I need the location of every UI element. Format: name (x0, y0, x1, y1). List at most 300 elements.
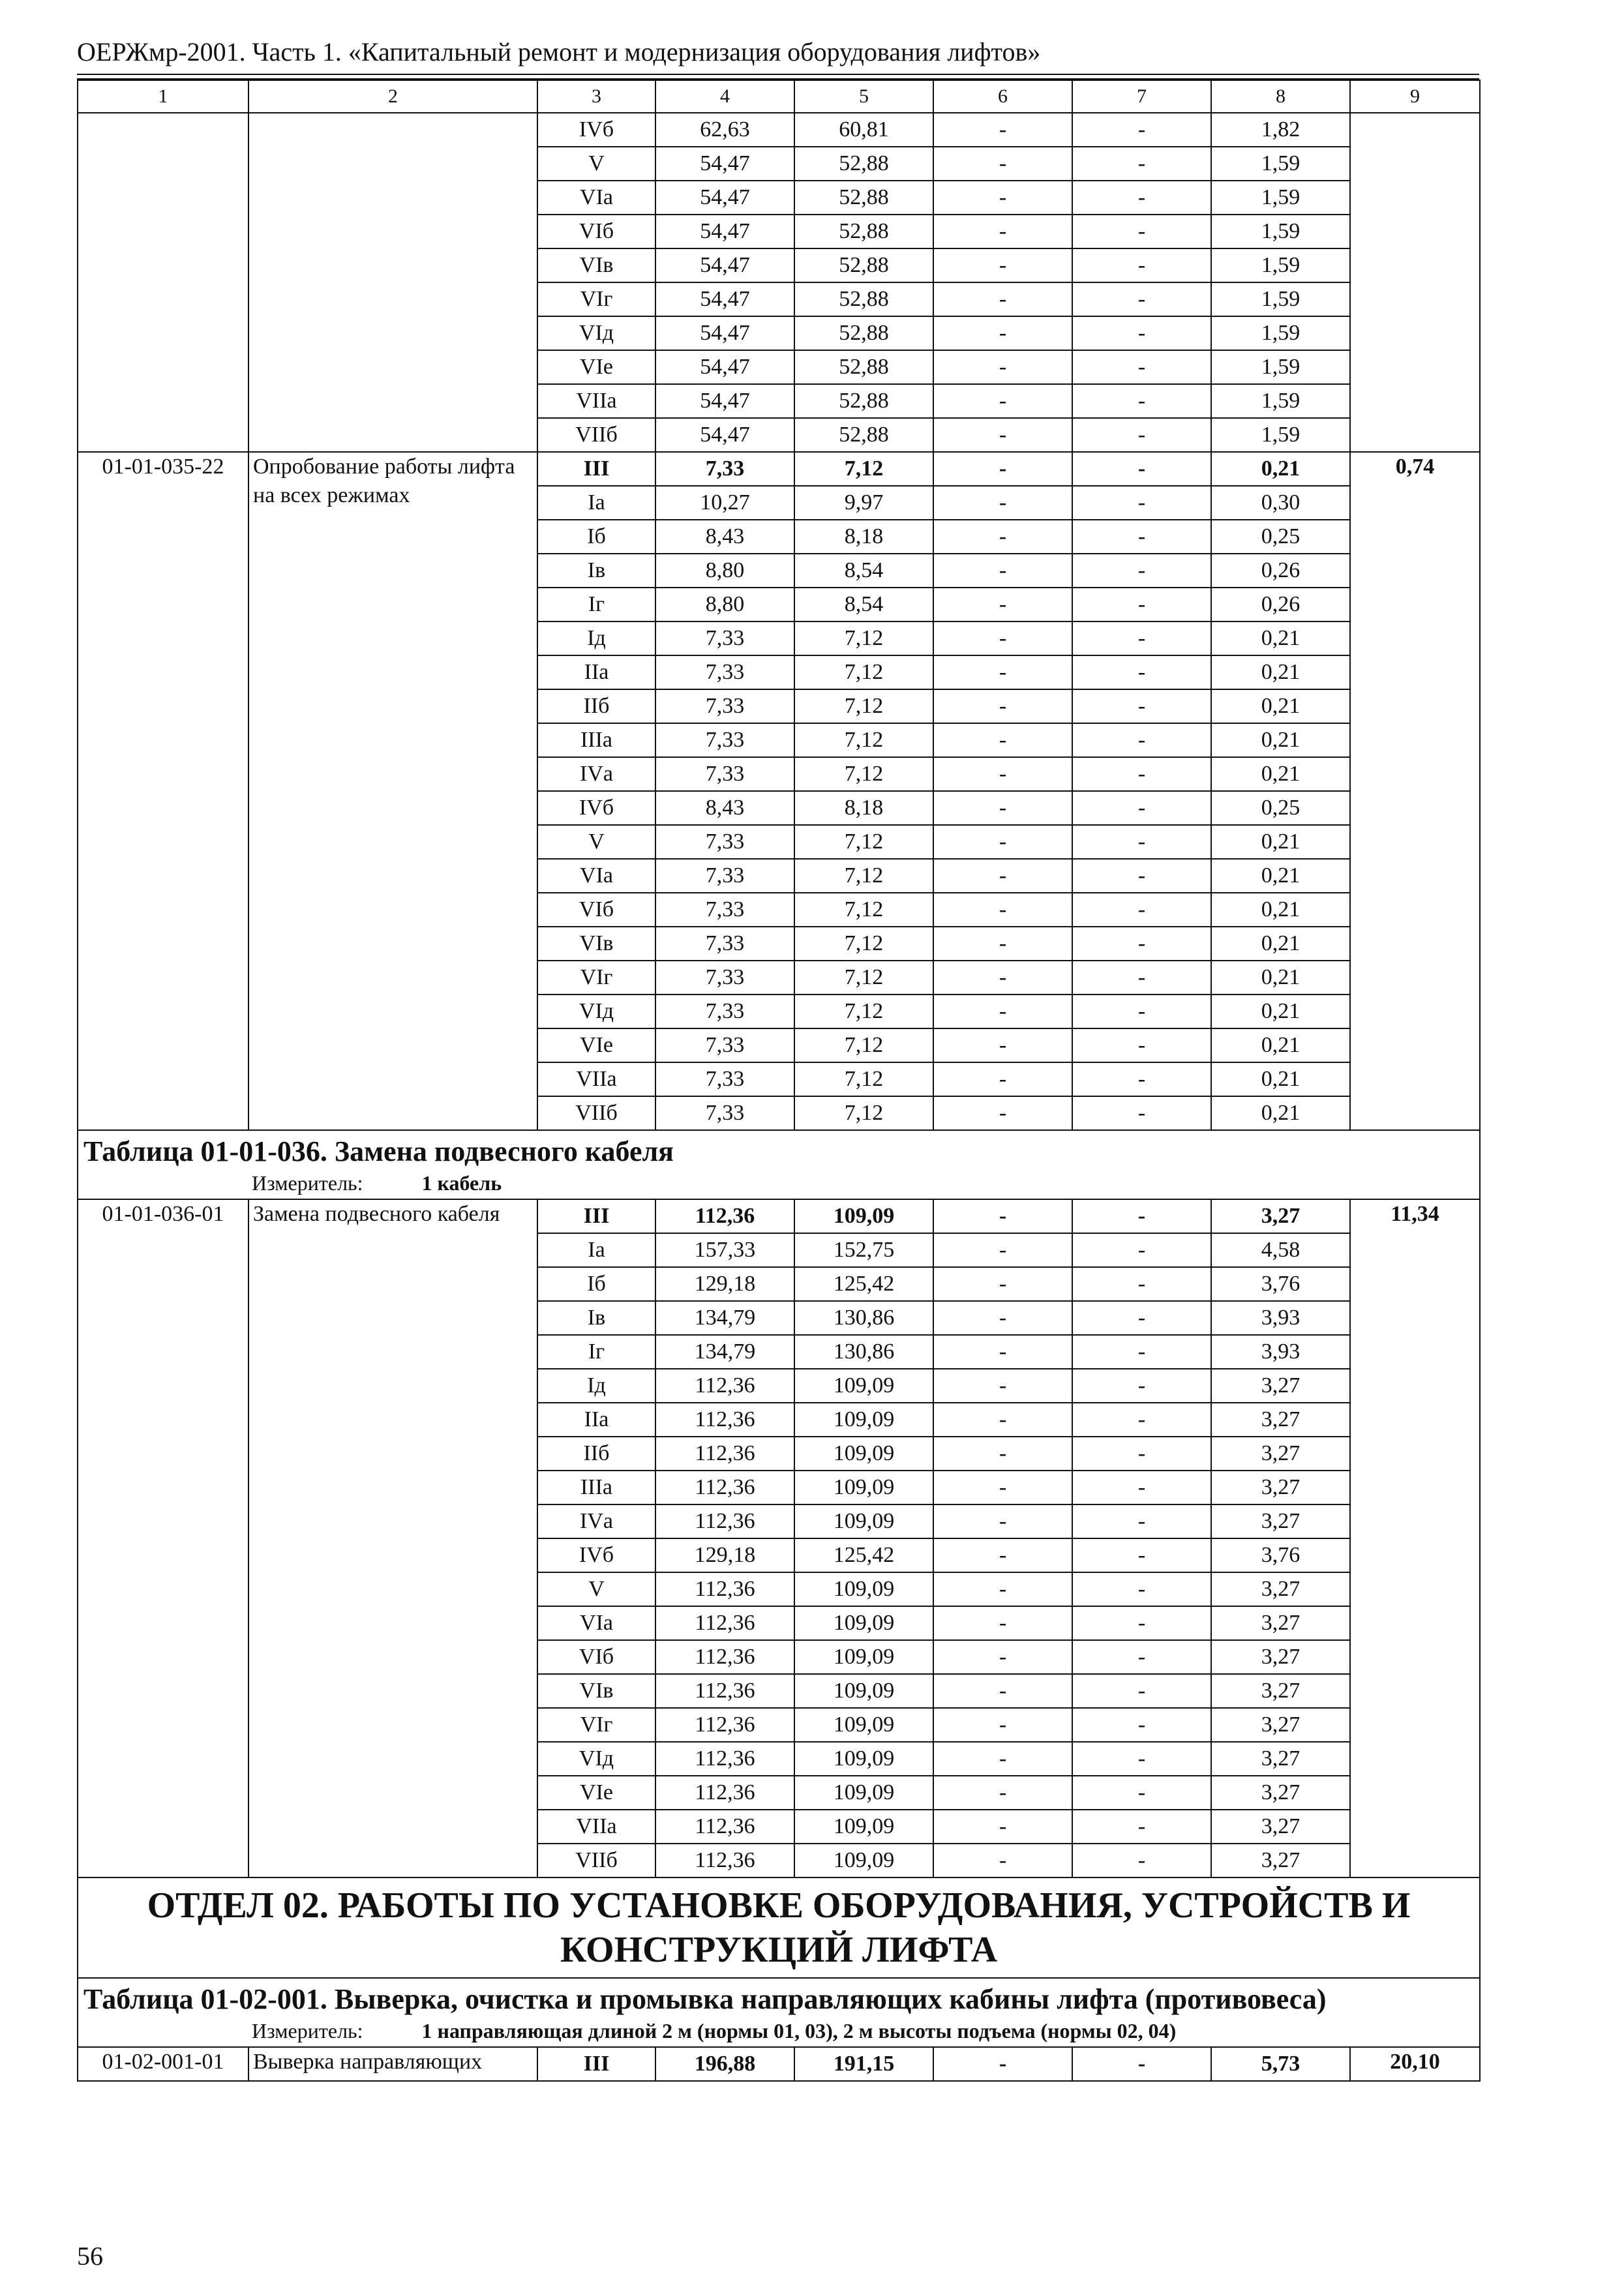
machinist-wages: - (1072, 282, 1211, 316)
labor-wages: 109,09 (794, 1471, 933, 1504)
materials: 1,59 (1211, 316, 1350, 350)
measure-value: 1 направляющая длиной 2 м (нормы 01, 03), 2 м высоты подъема (нормы 02, 04) (421, 2019, 1177, 2042)
materials: 1,82 (1211, 113, 1350, 147)
region-zone: Iб (537, 1267, 655, 1301)
direct-costs: 129,18 (655, 1538, 794, 1572)
materials: 0,21 (1211, 723, 1350, 757)
region-zone: VIг (537, 961, 655, 995)
materials: 5,73 (1211, 2047, 1350, 2081)
machine-operation: - (933, 1640, 1072, 1674)
labor-wages: 7,12 (794, 1062, 933, 1096)
machinist-wages: - (1072, 1062, 1211, 1096)
direct-costs: 129,18 (655, 1267, 794, 1301)
rate-name: Выверка направляющих (248, 2047, 537, 2081)
region-zone: IIб (537, 1437, 655, 1471)
materials: 0,21 (1211, 1062, 1350, 1096)
materials: 3,76 (1211, 1538, 1350, 1572)
machine-operation: - (933, 791, 1072, 825)
machinist-wages: - (1072, 1810, 1211, 1844)
machinist-wages: - (1072, 2047, 1211, 2081)
machine-operation: - (933, 1199, 1072, 1233)
machine-operation: - (933, 859, 1072, 893)
measure-value: 1 кабель (421, 1171, 502, 1195)
machinist-wages: - (1072, 1267, 1211, 1301)
labor-wages: 109,09 (794, 1742, 933, 1776)
materials: 0,21 (1211, 859, 1350, 893)
column-number: 7 (1072, 80, 1211, 113)
machine-operation: - (933, 113, 1072, 147)
machine-operation: - (933, 147, 1072, 181)
machine-operation: - (933, 1437, 1072, 1471)
labor-wages: 109,09 (794, 1199, 933, 1233)
region-zone: VIе (537, 1776, 655, 1810)
machinist-wages: - (1072, 893, 1211, 927)
column-number-row (78, 80, 1480, 113)
machine-operation: - (933, 1606, 1072, 1640)
materials: 3,27 (1211, 1776, 1350, 1810)
machine-operation: - (933, 1233, 1072, 1267)
machinist-wages: - (1072, 859, 1211, 893)
labor-wages: 7,12 (794, 961, 933, 995)
region-zone: VIд (537, 316, 655, 350)
labor-wages: 7,12 (794, 655, 933, 689)
rate-code (78, 113, 248, 452)
region-zone: VIе (537, 1028, 655, 1062)
direct-costs: 134,79 (655, 1301, 794, 1335)
machinist-wages: - (1072, 1233, 1211, 1267)
materials: 0,26 (1211, 588, 1350, 621)
column-number: 3 (537, 80, 655, 113)
materials: 0,21 (1211, 689, 1350, 723)
machinist-wages: - (1072, 147, 1211, 181)
machine-operation: - (933, 689, 1072, 723)
labor-wages: 109,09 (794, 1776, 933, 1810)
region-zone: IVа (537, 757, 655, 791)
machinist-wages: - (1072, 1606, 1211, 1640)
machine-operation: - (933, 1776, 1072, 1810)
direct-costs: 157,33 (655, 1233, 794, 1267)
rates-table-body (78, 80, 1480, 2081)
materials: 1,59 (1211, 181, 1350, 215)
machine-operation: - (933, 520, 1072, 554)
machine-operation: - (933, 418, 1072, 452)
materials: 0,25 (1211, 520, 1350, 554)
region-zone: VIа (537, 859, 655, 893)
direct-costs: 196,88 (655, 2047, 794, 2081)
direct-costs: 7,33 (655, 689, 794, 723)
machinist-wages: - (1072, 520, 1211, 554)
direct-costs: 7,33 (655, 655, 794, 689)
labor-wages: 7,12 (794, 859, 933, 893)
materials: 3,27 (1211, 1640, 1350, 1674)
region-zone: IIа (537, 655, 655, 689)
materials: 0,21 (1211, 825, 1350, 859)
machinist-wages: - (1072, 825, 1211, 859)
machinist-wages: - (1072, 791, 1211, 825)
direct-costs: 10,27 (655, 486, 794, 520)
machine-operation: - (933, 1708, 1072, 1742)
page-number: 56 (77, 2241, 103, 2271)
machine-operation: - (933, 181, 1072, 215)
rate-name (248, 113, 537, 452)
machine-operation: - (933, 282, 1072, 316)
labor-wages: 109,09 (794, 1810, 933, 1844)
region-zone: Iд (537, 1369, 655, 1403)
direct-costs: 112,36 (655, 1403, 794, 1437)
direct-costs: 112,36 (655, 1369, 794, 1403)
machine-operation: - (933, 554, 1072, 588)
direct-costs: 7,33 (655, 757, 794, 791)
region-zone: Iд (537, 621, 655, 655)
machinist-wages: - (1072, 1096, 1211, 1130)
machine-operation: - (933, 384, 1072, 418)
direct-costs: 8,80 (655, 588, 794, 621)
machine-operation: - (933, 588, 1072, 621)
machinist-wages: - (1072, 248, 1211, 282)
direct-costs: 7,33 (655, 452, 794, 486)
machine-operation: - (933, 995, 1072, 1028)
region-zone: IVб (537, 1538, 655, 1572)
materials: 0,21 (1211, 1096, 1350, 1130)
machine-operation: - (933, 486, 1072, 520)
machine-operation: - (933, 655, 1072, 689)
direct-costs: 112,36 (655, 1640, 794, 1674)
column-number: 1 (78, 80, 248, 113)
labor-wages: 7,12 (794, 927, 933, 961)
machine-operation: - (933, 723, 1072, 757)
materials: 0,21 (1211, 621, 1350, 655)
labor-wages: 130,86 (794, 1335, 933, 1369)
labor-wages: 109,09 (794, 1674, 933, 1708)
machinist-wages: - (1072, 215, 1211, 248)
labor-wages: 7,12 (794, 621, 933, 655)
region-zone: IIа (537, 1403, 655, 1437)
region-zone: VIе (537, 350, 655, 384)
labor-wages: 109,09 (794, 1403, 933, 1437)
column-number: 4 (655, 80, 794, 113)
direct-costs: 112,36 (655, 1504, 794, 1538)
materials: 0,26 (1211, 554, 1350, 588)
region-zone: VIг (537, 282, 655, 316)
materials: 1,59 (1211, 215, 1350, 248)
table-title: Таблица 01-01-036. Замена подвесного кабеля (83, 1135, 674, 1167)
measure-label: Измеритель: (252, 2019, 363, 2042)
region-zone: III (537, 452, 655, 486)
machinist-wages: - (1072, 1742, 1211, 1776)
machine-operation: - (933, 2047, 1072, 2081)
machinist-wages: - (1072, 655, 1211, 689)
machine-operation: - (933, 1538, 1072, 1572)
region-zone: VIв (537, 927, 655, 961)
materials: 3,27 (1211, 1742, 1350, 1776)
labor-wages: 7,12 (794, 689, 933, 723)
materials: 3,27 (1211, 1199, 1350, 1233)
materials: 3,27 (1211, 1708, 1350, 1742)
labor-wages: 109,09 (794, 1708, 933, 1742)
machine-operation: - (933, 825, 1072, 859)
materials: 0,30 (1211, 486, 1350, 520)
labor-wages: 7,12 (794, 723, 933, 757)
machine-operation: - (933, 1335, 1072, 1369)
machinist-wages: - (1072, 452, 1211, 486)
region-zone: VIIа (537, 1810, 655, 1844)
labor-wages: 7,12 (794, 757, 933, 791)
direct-costs: 112,36 (655, 1572, 794, 1606)
machine-operation: - (933, 248, 1072, 282)
region-zone: V (537, 147, 655, 181)
region-zone: VIв (537, 1674, 655, 1708)
direct-costs: 7,33 (655, 859, 794, 893)
direct-costs: 112,36 (655, 1810, 794, 1844)
direct-costs: 7,33 (655, 995, 794, 1028)
direct-costs: 54,47 (655, 316, 794, 350)
labor-wages: 7,12 (794, 452, 933, 486)
machine-operation: - (933, 1062, 1072, 1096)
machine-operation: - (933, 1267, 1072, 1301)
rate-code: 01-02-001-01 (78, 2047, 248, 2081)
materials: 3,27 (1211, 1606, 1350, 1640)
materials: 1,59 (1211, 248, 1350, 282)
materials: 0,21 (1211, 1028, 1350, 1062)
rate-row (78, 1199, 1480, 1233)
measure-label: Измеритель: (252, 1171, 363, 1195)
machine-operation: - (933, 1810, 1072, 1844)
rate-row (78, 452, 1480, 486)
machine-operation: - (933, 961, 1072, 995)
labor-hours: 0,74 (1350, 452, 1480, 1130)
measure-line (83, 2018, 1474, 2044)
materials: 3,27 (1211, 1572, 1350, 1606)
machine-operation: - (933, 452, 1072, 486)
department-row (78, 1878, 1480, 1978)
machine-operation: - (933, 893, 1072, 927)
machinist-wages: - (1072, 1369, 1211, 1403)
table-036-heading (78, 1130, 1480, 1199)
materials: 3,27 (1211, 1403, 1350, 1437)
labor-wages: 52,88 (794, 147, 933, 181)
labor-wages: 52,88 (794, 181, 933, 215)
machine-operation: - (933, 621, 1072, 655)
machinist-wages: - (1072, 723, 1211, 757)
direct-costs: 7,33 (655, 961, 794, 995)
column-number: 8 (1211, 80, 1350, 113)
machinist-wages: - (1072, 995, 1211, 1028)
labor-wages: 60,81 (794, 113, 933, 147)
column-number: 6 (933, 80, 1072, 113)
machinist-wages: - (1072, 486, 1211, 520)
table-title-cell (78, 1978, 1480, 2047)
labor-wages: 7,12 (794, 893, 933, 927)
materials: 0,21 (1211, 927, 1350, 961)
machinist-wages: - (1072, 1572, 1211, 1606)
materials: 1,59 (1211, 418, 1350, 452)
machine-operation: - (933, 1674, 1072, 1708)
machinist-wages: - (1072, 1708, 1211, 1742)
machinist-wages: - (1072, 689, 1211, 723)
region-zone: VIб (537, 893, 655, 927)
region-zone: VIб (537, 1640, 655, 1674)
region-zone: VIа (537, 181, 655, 215)
direct-costs: 112,36 (655, 1674, 794, 1708)
machinist-wages: - (1072, 1504, 1211, 1538)
direct-costs: 54,47 (655, 350, 794, 384)
labor-wages: 109,09 (794, 1844, 933, 1878)
machinist-wages: - (1072, 757, 1211, 791)
machine-operation: - (933, 1403, 1072, 1437)
labor-wages: 52,88 (794, 350, 933, 384)
machine-operation: - (933, 1572, 1072, 1606)
direct-costs: 112,36 (655, 1742, 794, 1776)
machinist-wages: - (1072, 1199, 1211, 1233)
machinist-wages: - (1072, 1471, 1211, 1504)
labor-wages: 109,09 (794, 1640, 933, 1674)
labor-wages: 130,86 (794, 1301, 933, 1335)
direct-costs: 54,47 (655, 282, 794, 316)
column-number: 5 (794, 80, 933, 113)
materials: 0,21 (1211, 995, 1350, 1028)
machinist-wages: - (1072, 1301, 1211, 1335)
rates-table (77, 80, 1481, 2082)
region-zone: V (537, 825, 655, 859)
materials: 0,21 (1211, 757, 1350, 791)
region-zone: IVб (537, 113, 655, 147)
region-zone: VIв (537, 248, 655, 282)
region-zone: VIIа (537, 1062, 655, 1096)
rate-name: Замена подвесного кабеля (248, 1199, 537, 1878)
machinist-wages: - (1072, 1640, 1211, 1674)
page-header: ОЕРЖмр-2001. Часть 1. «Капитальный ремонт и модернизация оборудования лифтов» (77, 37, 1041, 67)
machine-operation: - (933, 1844, 1072, 1878)
materials: 3,27 (1211, 1504, 1350, 1538)
region-zone: III (537, 2047, 655, 2081)
direct-costs: 8,43 (655, 520, 794, 554)
direct-costs: 112,36 (655, 1471, 794, 1504)
machinist-wages: - (1072, 927, 1211, 961)
table-title-cell (78, 1130, 1480, 1199)
direct-costs: 7,33 (655, 1062, 794, 1096)
machine-operation: - (933, 757, 1072, 791)
machinist-wages: - (1072, 316, 1211, 350)
direct-costs: 112,36 (655, 1199, 794, 1233)
region-zone: Iв (537, 1301, 655, 1335)
materials: 3,27 (1211, 1471, 1350, 1504)
machinist-wages: - (1072, 384, 1211, 418)
direct-costs: 112,36 (655, 1437, 794, 1471)
machinist-wages: - (1072, 961, 1211, 995)
machine-operation: - (933, 1504, 1072, 1538)
rate-code: 01-01-035-22 (78, 452, 248, 1130)
labor-wages: 8,54 (794, 588, 933, 621)
direct-costs: 8,80 (655, 554, 794, 588)
region-zone: IIIа (537, 1471, 655, 1504)
direct-costs: 8,43 (655, 791, 794, 825)
rate-row (78, 113, 1480, 147)
labor-hours: 20,10 (1350, 2047, 1480, 2081)
region-zone: IIIа (537, 723, 655, 757)
labor-wages: 7,12 (794, 1028, 933, 1062)
column-number: 9 (1350, 80, 1480, 113)
region-zone: VIг (537, 1708, 655, 1742)
labor-wages: 191,15 (794, 2047, 933, 2081)
direct-costs: 112,36 (655, 1776, 794, 1810)
materials: 1,59 (1211, 350, 1350, 384)
materials: 1,59 (1211, 147, 1350, 181)
header-rule (77, 74, 1479, 75)
region-zone: Iв (537, 554, 655, 588)
direct-costs: 112,36 (655, 1708, 794, 1742)
machine-operation: - (933, 1742, 1072, 1776)
labor-wages: 52,88 (794, 215, 933, 248)
rate-name: Опробование работы лифта на всех режимах (248, 452, 537, 1130)
materials: 0,21 (1211, 961, 1350, 995)
measure-line (83, 1170, 1474, 1196)
labor-wages: 8,18 (794, 791, 933, 825)
direct-costs: 54,47 (655, 181, 794, 215)
labor-wages: 52,88 (794, 316, 933, 350)
direct-costs: 54,47 (655, 418, 794, 452)
labor-wages: 7,12 (794, 1096, 933, 1130)
labor-wages: 52,88 (794, 248, 933, 282)
direct-costs: 7,33 (655, 927, 794, 961)
labor-wages: 109,09 (794, 1504, 933, 1538)
machinist-wages: - (1072, 1437, 1211, 1471)
machinist-wages: - (1072, 181, 1211, 215)
materials: 0,21 (1211, 452, 1350, 486)
machinist-wages: - (1072, 418, 1211, 452)
materials: 1,59 (1211, 384, 1350, 418)
labor-wages: 109,09 (794, 1606, 933, 1640)
direct-costs: 7,33 (655, 723, 794, 757)
machinist-wages: - (1072, 1028, 1211, 1062)
machinist-wages: - (1072, 1844, 1211, 1878)
labor-wages: 109,09 (794, 1369, 933, 1403)
direct-costs: 112,36 (655, 1844, 794, 1878)
machine-operation: - (933, 1369, 1072, 1403)
materials: 1,59 (1211, 282, 1350, 316)
region-zone: VIб (537, 215, 655, 248)
machinist-wages: - (1072, 1335, 1211, 1369)
region-zone: IVб (537, 791, 655, 825)
materials: 3,27 (1211, 1437, 1350, 1471)
machine-operation: - (933, 1471, 1072, 1504)
rate-code: 01-01-036-01 (78, 1199, 248, 1878)
machine-operation: - (933, 1028, 1072, 1062)
machinist-wages: - (1072, 1776, 1211, 1810)
labor-wages: 52,88 (794, 418, 933, 452)
direct-costs: 7,33 (655, 825, 794, 859)
direct-costs: 54,47 (655, 248, 794, 282)
region-zone: Iб (537, 520, 655, 554)
machinist-wages: - (1072, 1403, 1211, 1437)
department-title: ОТДЕЛ 02. РАБОТЫ ПО УСТАНОВКЕ ОБОРУДОВАНИЯ, УСТРОЙСТВ И КОНСТРУКЦИЙ ЛИФТА (78, 1878, 1480, 1978)
labor-wages: 109,09 (794, 1437, 933, 1471)
direct-costs: 7,33 (655, 1096, 794, 1130)
direct-costs: 54,47 (655, 215, 794, 248)
column-number: 2 (248, 80, 537, 113)
labor-wages: 109,09 (794, 1572, 933, 1606)
machine-operation: - (933, 316, 1072, 350)
machine-operation: - (933, 215, 1072, 248)
labor-wages: 8,18 (794, 520, 933, 554)
machine-operation: - (933, 927, 1072, 961)
machinist-wages: - (1072, 588, 1211, 621)
table-001-heading (78, 1978, 1480, 2047)
machinist-wages: - (1072, 1538, 1211, 1572)
labor-wages: 7,12 (794, 995, 933, 1028)
region-zone: VIIб (537, 1096, 655, 1130)
machinist-wages: - (1072, 554, 1211, 588)
region-zone: Iг (537, 588, 655, 621)
